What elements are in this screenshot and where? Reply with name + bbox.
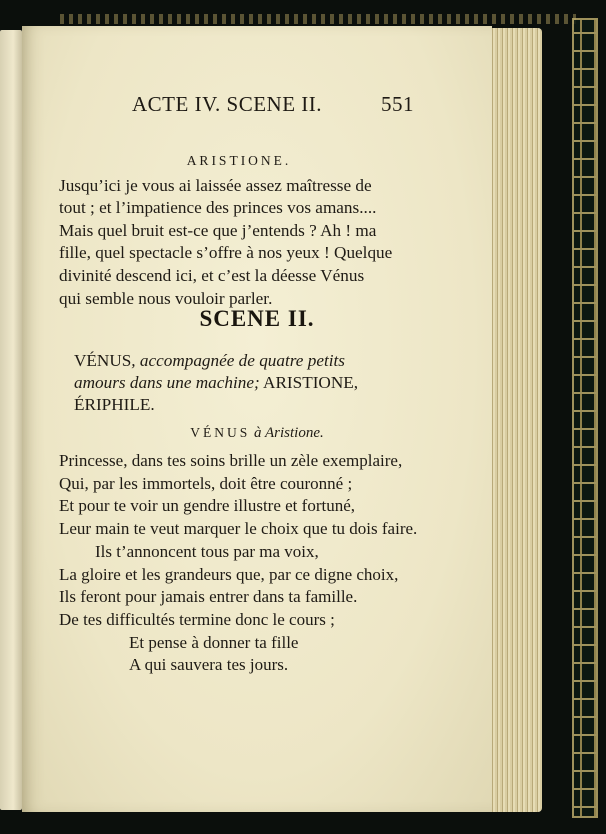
verse-line: Et pense à donner ta fille bbox=[129, 632, 299, 652]
speaker-name: ARISTIONE. bbox=[186, 153, 292, 168]
cast-name-aristione: ARISTIONE, bbox=[259, 373, 359, 392]
speech-line: fille, quel spectacle s’offre à nos yeux ! Quelque bbox=[59, 243, 393, 263]
cast-description: amours dans une machine; bbox=[74, 373, 260, 392]
scene-heading: SCENE II. bbox=[199, 306, 315, 331]
speech-line: divinité descend ici, et c’est la déesse Vénus bbox=[59, 265, 365, 285]
cast-name-eriphile: ÉRIPHILE. bbox=[74, 395, 155, 414]
left-page-edge bbox=[0, 30, 22, 810]
speech-line: Jusqu’ici je vous ai laissée assez maîtresse de bbox=[59, 175, 372, 195]
verse-line: Leur main te veut marquer le choix que tu dois faire. bbox=[59, 519, 418, 539]
verse-line: Et pour te voir un gendre illustre et fortuné, bbox=[59, 496, 355, 516]
verse-line: A qui sauvera tes jours. bbox=[129, 655, 289, 675]
cast-line bbox=[74, 372, 414, 394]
venus-speech-heading bbox=[22, 422, 492, 445]
speech-line: tout ; et l’impatience des princes vos amans.... bbox=[59, 198, 377, 218]
page-number: 551 bbox=[381, 92, 414, 116]
cast-line bbox=[74, 394, 414, 416]
cast-name-venus: VÉNUS bbox=[74, 351, 132, 370]
venus-verse bbox=[59, 450, 439, 677]
speech-line: qui semble nous vouloir parler. bbox=[59, 288, 273, 308]
verse-line: Qui, par les immortels, doit être couronné ; bbox=[59, 473, 353, 493]
verse-line: La gloire et les grandeurs que, par ce digne choix, bbox=[59, 564, 399, 584]
speaker-name: VÉNUS bbox=[190, 425, 251, 440]
aristione-speech bbox=[59, 150, 419, 310]
verse-line: Princesse, dans tes soins brille un zèle exemplaire, bbox=[59, 451, 403, 470]
stage-direction: à Aristione. bbox=[254, 425, 324, 441]
cast-description: , accompagnée de quatre petits bbox=[131, 351, 345, 370]
cast-line bbox=[74, 350, 414, 372]
cover-decorative-border bbox=[572, 18, 598, 818]
speech-line: Mais quel bruit est-ce que j’entends ? Ah ! ma bbox=[59, 220, 377, 240]
verse-line: De tes difficultés termine donc le cours ; bbox=[59, 609, 335, 629]
running-title: ACTE IV. SCENE II. bbox=[132, 92, 323, 116]
cover-top-border bbox=[60, 14, 576, 24]
book-page bbox=[22, 26, 492, 812]
verse-line: Ils feront pour jamais entrer dans ta famille. bbox=[59, 587, 358, 607]
cast-list bbox=[74, 350, 414, 416]
verse-line: Ils t’annoncent tous par ma voix, bbox=[95, 541, 319, 561]
